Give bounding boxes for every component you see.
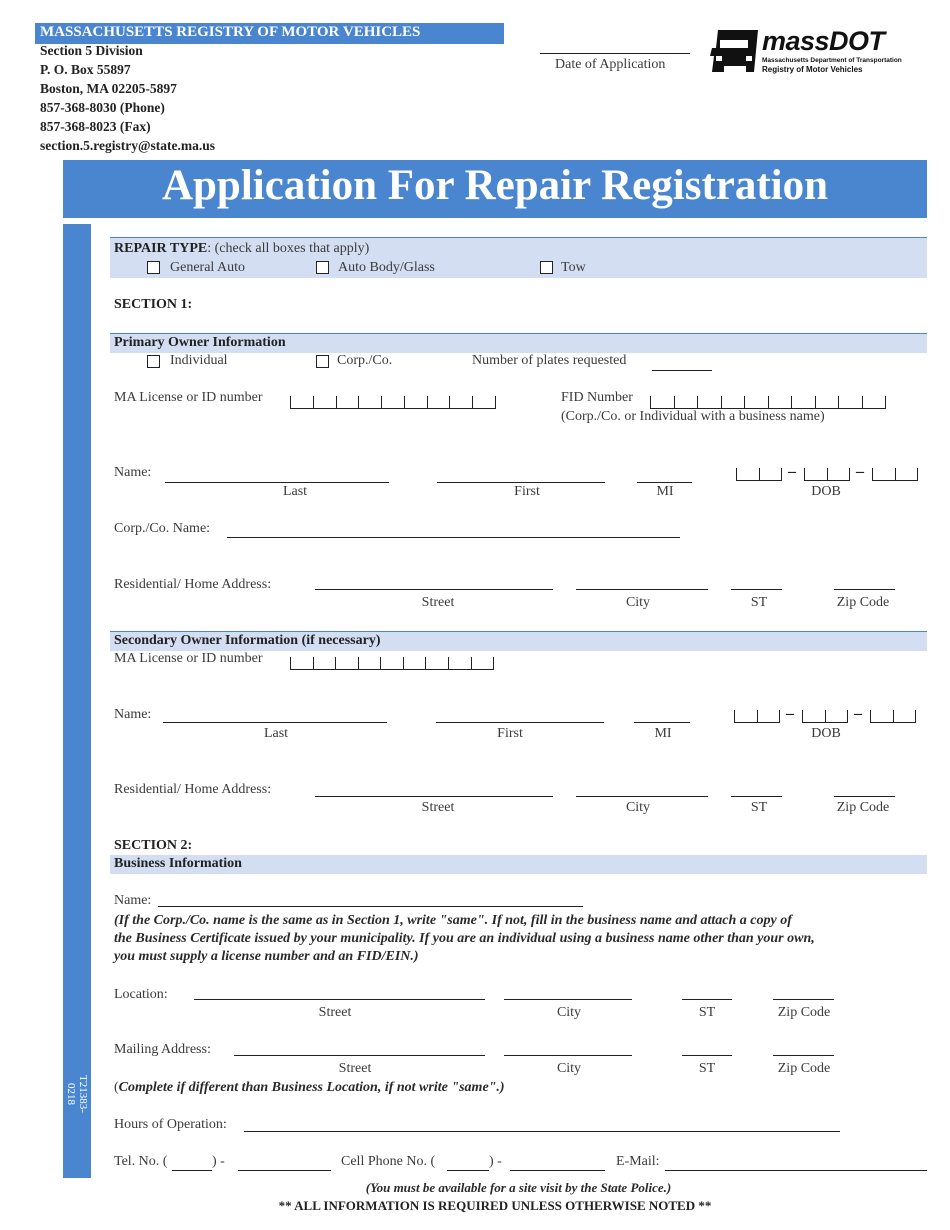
primary-mi-field[interactable] [637, 482, 692, 483]
dob-separator: – [854, 705, 862, 722]
tel-close: ) - [212, 1154, 225, 1169]
cell-label: Cell Phone No. ( [341, 1154, 436, 1169]
left-side-bar [63, 224, 91, 1178]
individual-label: Individual [170, 353, 228, 368]
primary-address-label: Residential/ Home Address: [114, 577, 272, 592]
primary-first-name-field[interactable] [437, 482, 605, 483]
primary-state-caption: ST [750, 595, 768, 610]
secondary-owner-heading: Secondary Owner Information (if necessary) [114, 633, 381, 648]
logo-subtitle-2: Registry of Motor Vehicles [762, 65, 863, 74]
cell-close: ) - [489, 1154, 502, 1169]
mailing-zip-caption: Zip Code [777, 1061, 831, 1076]
secondary-city-field[interactable] [576, 796, 708, 797]
email-field[interactable] [665, 1170, 927, 1171]
primary-street-field[interactable] [315, 589, 553, 590]
secondary-street-caption: Street [421, 800, 455, 815]
secondary-zip-caption: Zip Code [836, 800, 890, 815]
secondary-address-label: Residential/ Home Address: [114, 782, 272, 797]
business-name-note-2: the Business Certificate issued by your municipality. If you are an individual using a business name other than your own, [114, 931, 815, 946]
date-of-application-label: Date of Application [555, 57, 666, 72]
mailing-state-caption: ST [698, 1061, 716, 1076]
corp-checkbox[interactable] [316, 355, 329, 368]
primary-owner-heading: Primary Owner Information [114, 335, 286, 350]
repair-type-heading [114, 241, 369, 257]
secondary-zip-field[interactable] [834, 796, 895, 797]
secondary-city-caption: City [625, 800, 651, 815]
secondary-mi-caption: MI [654, 726, 672, 741]
secondary-dob-month-field[interactable] [734, 710, 780, 723]
dob-separator: – [786, 705, 794, 722]
location-state-caption: ST [698, 1005, 716, 1020]
site-visit-note: (You must be available for a site visit by the State Police.) [365, 1180, 672, 1195]
secondary-last-name-field[interactable] [163, 722, 387, 723]
primary-city-field[interactable] [576, 589, 708, 590]
tel-area-code-field[interactable] [172, 1170, 212, 1171]
section1-heading: SECTION 1: [114, 297, 193, 312]
fid-number-label: FID Number [561, 390, 633, 405]
section2-heading: SECTION 2: [114, 838, 193, 853]
location-zip-field[interactable] [773, 999, 834, 1000]
primary-dob-month-field[interactable] [736, 468, 782, 481]
date-of-application-field[interactable] [540, 53, 690, 54]
agency-name: MASSACHUSETTS REGISTRY OF MOTOR VEHICLES [40, 24, 421, 40]
corp-name-field[interactable] [227, 537, 680, 538]
location-state-field[interactable] [682, 999, 732, 1000]
business-info-heading: Business Information [114, 856, 242, 871]
location-zip-caption: Zip Code [777, 1005, 831, 1020]
primary-last-name-field[interactable] [165, 482, 389, 483]
primary-name-label: Name: [114, 465, 152, 480]
primary-zip-caption: Zip Code [836, 595, 890, 610]
auto-body-glass-label: Auto Body/Glass [338, 260, 435, 275]
secondary-mi-field[interactable] [634, 722, 690, 723]
primary-mi-caption: MI [656, 484, 674, 499]
hours-field[interactable] [244, 1131, 840, 1132]
primary-license-label: MA License or ID number [114, 390, 263, 405]
business-name-note-3: you must supply a license number and an FID/EIN.) [114, 949, 419, 964]
address-line-1: Section 5 Division [40, 43, 143, 58]
plates-requested-label: Number of plates requested [472, 353, 627, 368]
location-street-field[interactable] [194, 999, 485, 1000]
address-line-5: 857-368-8023 (Fax) [40, 119, 151, 134]
location-label: Location: [114, 987, 168, 1002]
address-line-3: Boston, MA 02205-5897 [40, 81, 177, 96]
location-city-caption: City [556, 1005, 582, 1020]
mailing-zip-field[interactable] [773, 1055, 834, 1056]
mailing-note-text: Complete if different than Business Location, if not write "same".) [118, 1080, 505, 1095]
secondary-street-field[interactable] [315, 796, 553, 797]
primary-last-caption: Last [282, 484, 308, 499]
primary-first-caption: First [514, 484, 540, 499]
secondary-dob-day-field[interactable] [802, 710, 848, 723]
secondary-name-label: Name: [114, 707, 152, 722]
logo-wordmark: massDOT [762, 26, 885, 56]
logo-subtitle-1: Massachusetts Department of Transportation [762, 57, 902, 64]
hours-label: Hours of Operation: [114, 1117, 227, 1132]
secondary-first-name-field[interactable] [436, 722, 604, 723]
secondary-license-field[interactable] [290, 657, 494, 670]
business-name-note-1: (If the Corp./Co. name is the same as in Section 1, write "same". If not, fill in the business name and attach a copy of [114, 913, 792, 928]
dob-separator: – [856, 463, 864, 480]
dob-separator: – [788, 463, 796, 480]
secondary-state-caption: ST [750, 800, 768, 815]
general-auto-checkbox[interactable] [147, 261, 160, 274]
mailing-address-label: Mailing Address: [114, 1042, 211, 1057]
mailing-street-field[interactable] [234, 1055, 485, 1056]
cell-number-field[interactable] [510, 1170, 605, 1171]
mailing-city-field[interactable] [504, 1055, 632, 1056]
mailing-note [114, 1080, 505, 1096]
massdot-logo [706, 26, 926, 76]
page-title: Application For Repair Registration [161, 162, 829, 209]
mailing-note-open: ( [114, 1080, 119, 1095]
email-label: E-Mail: [616, 1154, 660, 1169]
tel-number-field[interactable] [238, 1170, 331, 1171]
secondary-dob-year-field[interactable] [870, 710, 916, 723]
primary-dob-year-field[interactable] [872, 468, 918, 481]
primary-city-caption: City [625, 595, 651, 610]
form-number: T21383-0218 [65, 1075, 89, 1113]
tel-label: Tel. No. ( [114, 1154, 168, 1169]
business-name-field[interactable] [158, 906, 583, 907]
business-name-label: Name: [114, 893, 152, 908]
fid-number-note: (Corp./Co. or Individual with a business name) [561, 409, 825, 424]
repair-type-instruction: : (check all boxes that apply) [207, 241, 370, 256]
corp-label: Corp./Co. [337, 353, 393, 368]
address-line-6: section.5.registry@state.ma.us [40, 138, 216, 153]
mailing-street-caption: Street [338, 1061, 372, 1076]
plates-requested-field[interactable] [652, 370, 712, 371]
corp-name-label: Corp./Co. Name: [114, 521, 211, 536]
primary-street-caption: Street [421, 595, 455, 610]
required-note: ** ALL INFORMATION IS REQUIRED UNLESS OTHERWISE NOTED ** [278, 1198, 712, 1213]
location-city-field[interactable] [504, 999, 632, 1000]
tow-label: Tow [561, 260, 586, 275]
location-street-caption: Street [318, 1005, 352, 1020]
secondary-first-caption: First [497, 726, 523, 741]
primary-license-field[interactable] [290, 396, 496, 409]
primary-state-field[interactable] [731, 589, 782, 590]
fid-number-field[interactable] [650, 396, 886, 409]
individual-checkbox[interactable] [147, 355, 160, 368]
general-auto-label: General Auto [170, 260, 246, 275]
address-line-2: P. O. Box 55897 [40, 62, 131, 77]
truck-icon [706, 26, 762, 76]
address-line-4: 857-368-8030 (Phone) [40, 100, 165, 115]
mailing-state-field[interactable] [682, 1055, 732, 1056]
auto-body-glass-checkbox[interactable] [316, 261, 329, 274]
primary-dob-day-field[interactable] [804, 468, 850, 481]
cell-area-code-field[interactable] [447, 1170, 489, 1171]
repair-type-label: REPAIR TYPE [114, 241, 208, 256]
primary-dob-caption: DOB [811, 484, 841, 499]
primary-zip-field[interactable] [834, 589, 895, 590]
secondary-last-caption: Last [263, 726, 289, 741]
mailing-city-caption: City [556, 1061, 582, 1076]
secondary-license-label: MA License or ID number [114, 651, 263, 666]
secondary-state-field[interactable] [731, 796, 782, 797]
tow-checkbox[interactable] [540, 261, 553, 274]
secondary-dob-caption: DOB [811, 726, 841, 741]
